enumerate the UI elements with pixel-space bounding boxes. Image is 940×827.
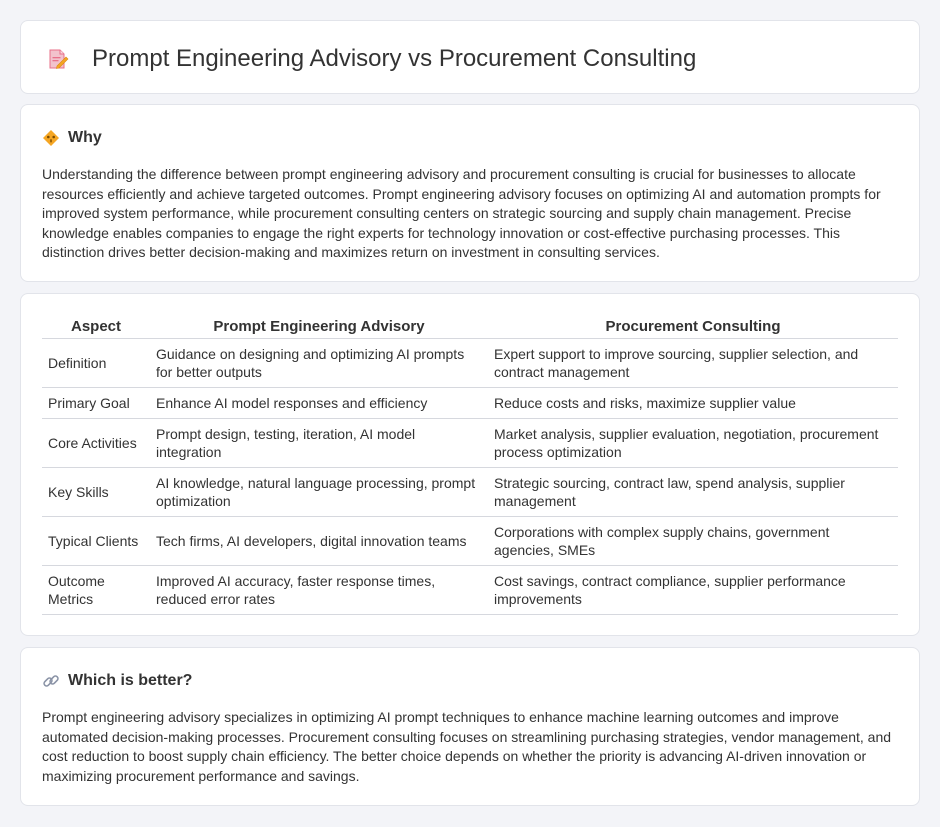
which-is-better-section (20, 647, 920, 806)
why-section (20, 104, 920, 282)
comparison-table (42, 316, 898, 615)
table-row (42, 468, 898, 517)
link-icon (42, 672, 60, 690)
procurement-cell: Cost savings, contract compliance, supplier performance improvements (488, 566, 898, 615)
procurement-cell: Strategic sourcing, contract law, spend analysis, supplier management (488, 468, 898, 517)
procurement-cell: Expert support to improve sourcing, supplier selection, and contract management (488, 339, 898, 388)
aspect-cell: Primary Goal (42, 388, 150, 419)
aspect-cell: Key Skills (42, 468, 150, 517)
header-card (20, 20, 920, 94)
which-is-better-text: Prompt engineering advisory specializes in optimizing AI prompt techniques to enhance machine learning outcomes and improve automated decision-making processes. Procurement consulting focuses on streamlining purchasing strategies, vendor management, and cost reduction to boost supply chain efficiency. The better choice depends on whether the priority is advancing AI-driven innovation or maximizing procurement performance and savings. (42, 709, 892, 784)
prompt-engineering-cell: Tech firms, AI developers, digital innovation teams (150, 517, 488, 566)
document-pencil-icon (47, 48, 69, 70)
header-procurement: Procurement Consulting (488, 316, 898, 339)
aspect-cell: Outcome Metrics (42, 566, 150, 615)
table-row (42, 339, 898, 388)
aspect-cell: Typical Clients (42, 517, 150, 566)
header-prompt-engineering: Prompt Engineering Advisory (150, 316, 488, 339)
prompt-engineering-cell: AI knowledge, natural language processing, prompt optimization (150, 468, 488, 517)
prompt-engineering-cell: Guidance on designing and optimizing AI prompts for better outputs (150, 339, 488, 388)
page-title: Prompt Engineering Advisory vs Procurement Consulting (92, 45, 697, 72)
prompt-engineering-cell: Improved AI accuracy, faster response times, reduced error rates (150, 566, 488, 615)
table-header-row (42, 316, 898, 339)
procurement-cell: Market analysis, supplier evaluation, negotiation, procurement process optimization (488, 419, 898, 468)
which-is-better-title: Which is better? (68, 672, 193, 689)
procurement-cell: Reduce costs and risks, maximize supplier value (488, 388, 898, 419)
why-title: Why (68, 129, 102, 146)
aspect-cell: Definition (42, 339, 150, 388)
why-text: Understanding the difference between prompt engineering advisory and procurement consulting is crucial for businesses to allocate resources efficiently and achieve targeted outcomes. Prompt engineering advisory focuses on optimizing AI and automation prompts for improved system performance, while procurement consulting centers on strategic sourcing and supply chain management. Precise knowledge enables companies to engage the right experts for technology innovation or cost-effective purchasing processes. This distinction drives better decision-making and maximizes return on investment in consulting services. (42, 166, 881, 261)
comparison-section (20, 293, 920, 636)
procurement-cell: Corporations with complex supply chains, government agencies, SMEs (488, 517, 898, 566)
table-row (42, 566, 898, 615)
table-row (42, 517, 898, 566)
prompt-engineering-cell: Enhance AI model responses and efficiency (150, 388, 488, 419)
prompt-engineering-cell: Prompt design, testing, iteration, AI model integration (150, 419, 488, 468)
aspect-cell: Core Activities (42, 419, 150, 468)
table-row (42, 388, 898, 419)
table-row (42, 419, 898, 468)
header-aspect: Aspect (42, 316, 150, 339)
diamond-warning-icon (42, 129, 60, 147)
